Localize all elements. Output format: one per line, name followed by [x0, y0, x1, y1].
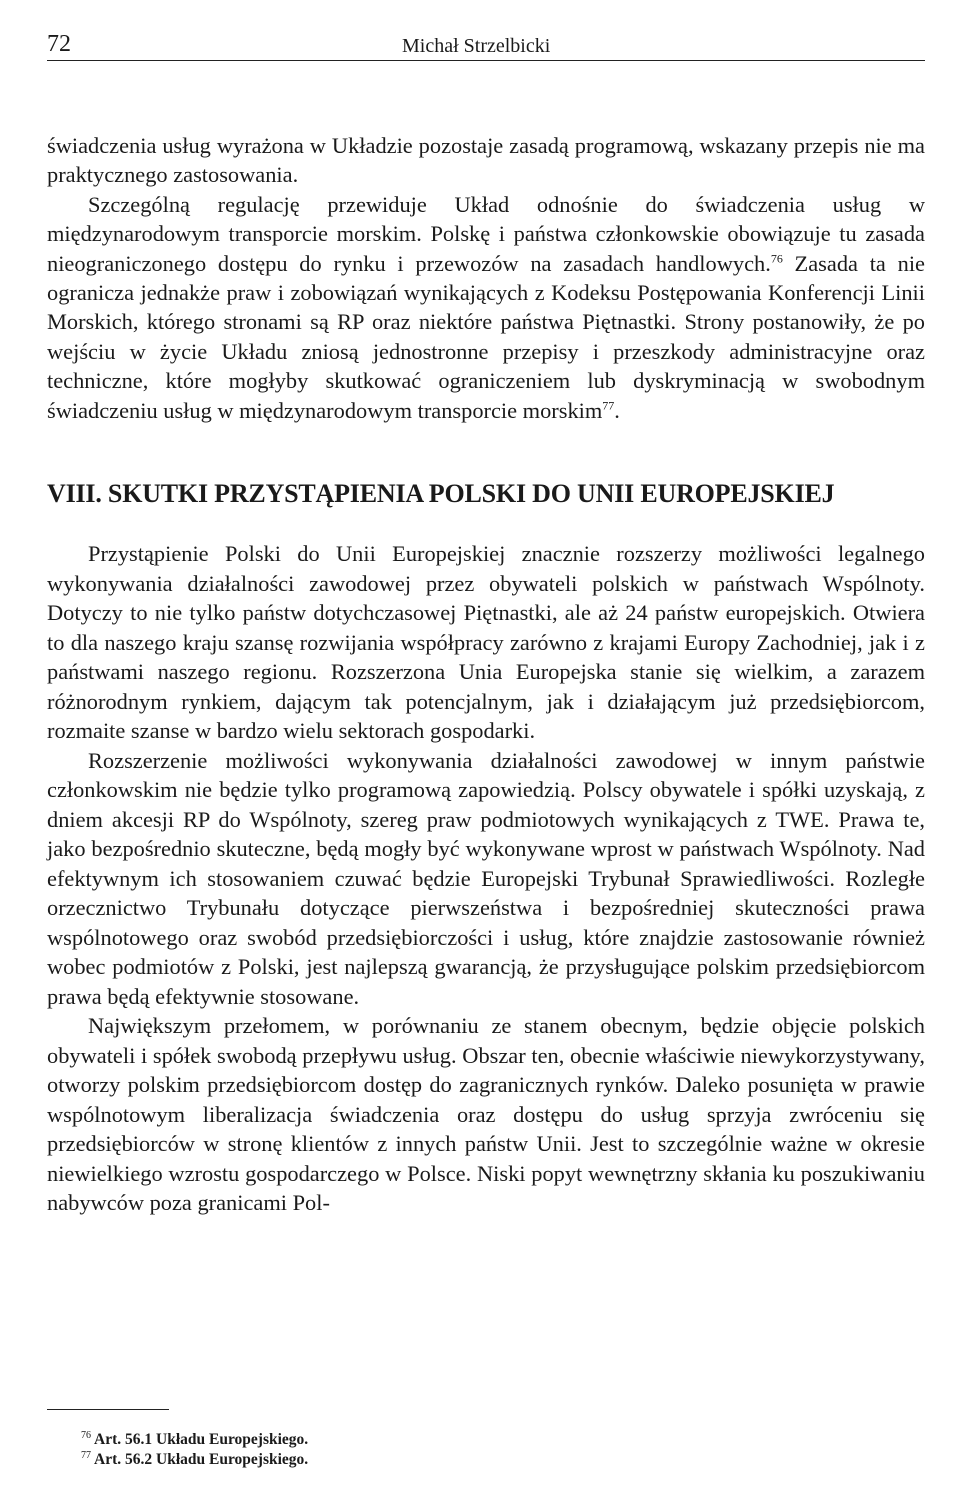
- paragraph: Największym przełomem, w porównaniu ze stanem obecnym, będzie objęcie polskich obywateli i spółek swobodą przepływu usług. Obszar ten, obecnie właściwie niewykorzystywany, otworzy polskim przedsiębiorcom dostęp do zagranicznych rynków. Daleko posunięta w prawie wspólnotowym liberalizacja świadczenia oraz dostępu do usług sprzyja zwróceniu się przedsiębiorców w stronę klientów z innych państw Unii. Jest to szczególnie ważne w okresie niewielkiego wzrostu gospodarczego w Polsce. Niski popyt wewnętrzny skłania ku poszukiwaniu nabywców poza granicami Pol-: [47, 1013, 925, 1216]
- footnote-separator: [47, 1409, 169, 1410]
- paragraph: [47, 131, 925, 190]
- running-head-author: Michał Strzelbicki: [402, 35, 551, 57]
- paragraph-text: Zasada ta nie ogranicza jednakże praw i zobowiązań wynikających z Kodeksu Postępowania Konferencji Linii Morskich, którego stronami są RP oraz niektóre państwa Piętnastki. Strony postanowiły, że po wejściu w życie Układu zniosą jednostronne przepisy i przeszkody administracyjne oraz techniczne, które mogłyby skutkować ograniczeniem lub dyskryminacją w swobodnym świadczeniu usług w międzynarodowym transporcie morskim: [47, 250, 925, 423]
- footnote-77: [81, 1450, 308, 1470]
- paragraph: Przystąpienie Polski do Unii Europejskiej znacznie rozszerzy możliwości legalnego wykonywania działalności zawodowej przez obywateli polskich w państwach Wspólnoty. Dotyczy to nie tylko państw dotychczasowej Piętnastki, ale aż 24 państw europejskich. Otwiera to dla naszego kraju szansę rozwijania współpracy zarówno z krajami Europy Zachodniej, jak i z państwami naszego regionu. Rozszerzona Unia Europejska stanie się wielkim, a zarazem różnorodnym rynkiem, dającym tak potencjalnym, jak i działającym już przedsiębiorcom, rozmaite szanse w bardzo wielu sektorach gospodarki.: [47, 541, 925, 744]
- book-page: [47, 30, 925, 1218]
- paragraph-text: Szczególną regulację przewiduje Układ odnośnie do świadczenia usług w międzynarodowym transporcie morskim. Polskę i państwa członkowskie obowiązuje tu zasada nieograniczonego dostępu do rynku i przewozów na zasadach handlowych.: [47, 191, 925, 276]
- paragraph-text: .: [614, 397, 620, 423]
- page-number: 72: [47, 31, 71, 57]
- paragraph: [47, 190, 925, 425]
- page-header: [47, 30, 925, 61]
- footnote-reference-77[interactable]: 77: [602, 398, 615, 413]
- section-heading: VIII. SKUTKI PRZYSTĄPIENIA POLSKI DO UNII EUROPEJSKIEJ: [47, 479, 835, 509]
- footnote-number: 77: [81, 1449, 91, 1461]
- footnote-76: [81, 1430, 308, 1450]
- footnote-text: Art. 56.1 Układu Europejskiego.: [91, 1431, 309, 1448]
- body-text-continuation: [47, 131, 925, 425]
- section-body: [47, 539, 925, 1218]
- footnote-number: 76: [81, 1429, 91, 1441]
- footnotes: [81, 1430, 308, 1470]
- footnote-reference-76[interactable]: 76: [770, 251, 783, 266]
- footnote-text: Art. 56.2 Układu Europejskiego.: [91, 1451, 309, 1468]
- paragraph-text: świadczenia usług wyrażona w Układzie pozostaje zasadą programową, wskazany przepis nie ma praktycznego zastosowania.: [47, 133, 925, 188]
- paragraph: Rozszerzenie możliwości wykonywania działalności zawodowej w innym państwie członkowskim nie będzie tylko programową zapowiedzią. Polscy obywatele i spółki uzyskają, z dniem akcesji RP do Wspólnoty, szereg praw podmiotowych wynikających z TWE. Prawa te, jako bezpośrednio skuteczne, będą mogły być wykonywane wprost w państwach Wspólnoty. Nad efektywnym ich stosowaniem czuwać będzie Europejski Trybunał Sprawiedliwości. Rozległe orzecznictwo Trybunału dotyczące pierwszeństwa i bezpośredniej skuteczności prawa wspólnotowego oraz swobód przedsiębiorczości i usług, które znajdzie zastosowanie również wobec podmiotów z Polski, jest najlepszą gwarancją, że przysługujące polskim przedsiębiorcom prawa będą efektywnie stosowane.: [47, 747, 925, 1009]
